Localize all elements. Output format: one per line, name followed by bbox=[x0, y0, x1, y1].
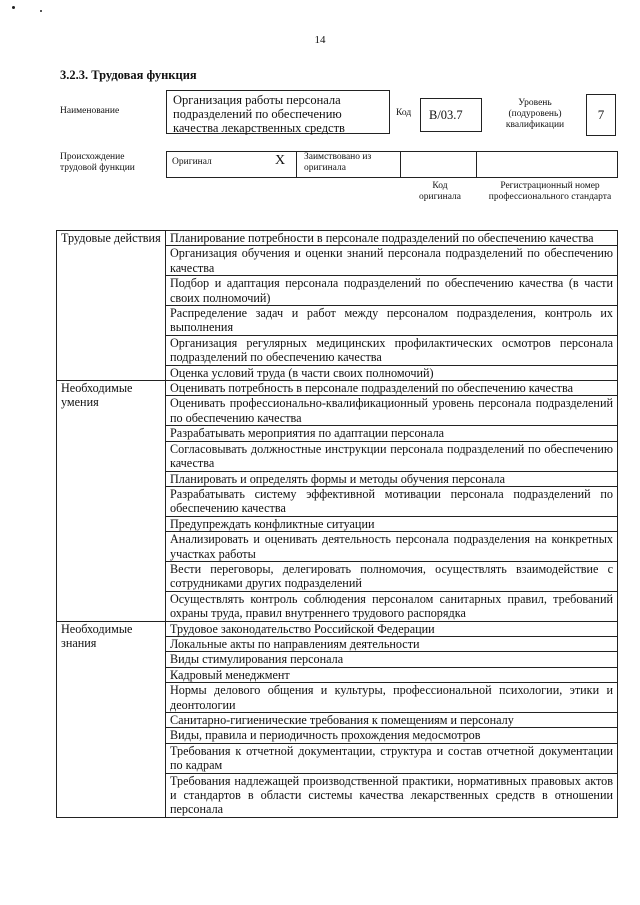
table-item-cell: Виды, правила и периодичность прохождения медосмотров bbox=[166, 728, 618, 743]
category-cell: Необходимые умения bbox=[57, 381, 166, 622]
table-item-cell: Локальные акты по направлениям деятельности bbox=[166, 636, 618, 651]
qualification-level-label: Уровень (подуровень) квалификации bbox=[505, 98, 565, 130]
table-item-cell: Вести переговоры, делегировать полномочия, осуществлять взаимодействие с сотрудниками других подразделений bbox=[166, 561, 618, 591]
code-label: Код bbox=[396, 108, 412, 118]
table-item-cell: Оценивать профессионально-квалификационный уровень персонала подразделений по обеспечению качества bbox=[166, 396, 618, 426]
table-item-cell: Организация обучения и оценки знаний персонала подразделений по обеспечению качества bbox=[166, 246, 618, 276]
table-item-cell: Требования к отчетной документации, структура и состав отчетной документации по кадрам bbox=[166, 743, 618, 773]
function-name-box: Организация работы персонала подразделений по обеспечению качества лекарственных средств bbox=[166, 90, 390, 134]
table-item-cell: Распределение задач и работ между персоналом подразделения, контроль их выполнения bbox=[166, 306, 618, 336]
original-label: Оригинал bbox=[172, 157, 212, 167]
origin-divider bbox=[166, 151, 167, 177]
table-item-cell: Виды стимулирования персонала bbox=[166, 652, 618, 667]
table-item-cell: Разрабатывать мероприятия по адаптации персонала bbox=[166, 426, 618, 441]
table-item-cell: Оценка условий труда (в части своих полномочий) bbox=[166, 365, 618, 380]
scan-speck bbox=[12, 6, 15, 9]
origin-divider bbox=[617, 151, 618, 177]
table-item-cell: Оценивать потребность в персонале подразделений по обеспечению качества bbox=[166, 381, 618, 396]
category-cell: Трудовые действия bbox=[57, 231, 166, 381]
scan-speck bbox=[40, 10, 42, 12]
qualification-level-box: 7 bbox=[586, 94, 616, 136]
table-row bbox=[57, 381, 618, 396]
code-value-box: В/03.7 bbox=[420, 98, 482, 132]
table-row bbox=[57, 231, 618, 246]
labor-function-table bbox=[56, 230, 618, 818]
table-item-cell: Анализировать и оценивать деятельность персонала подразделения на конкретных участках работы bbox=[166, 532, 618, 562]
table-row bbox=[57, 621, 618, 636]
table-item-cell: Осуществлять контроль соблюдения персоналом санитарных правил, требований охраны труда, правил внутреннего трудового распорядка bbox=[166, 591, 618, 621]
table-item-cell: Трудовое законодательство Российской Федерации bbox=[166, 621, 618, 636]
category-cell: Необходимые знания bbox=[57, 621, 166, 817]
table-item-cell: Предупреждать конфликтные ситуации bbox=[166, 516, 618, 531]
original-check-mark: Х bbox=[275, 153, 286, 168]
table-item-cell: Планирование потребности в персонале подразделений по обеспечению качества bbox=[166, 231, 618, 246]
origin-divider bbox=[400, 151, 401, 177]
origin-label: Происхождение трудовой функции bbox=[60, 152, 135, 173]
origin-divider bbox=[296, 151, 297, 177]
section-title: 3.2.3. Трудовая функция bbox=[60, 68, 197, 82]
table-item-cell: Подбор и адаптация персонала подразделений по обеспечению качества (в части своих полномочий) bbox=[166, 276, 618, 306]
table-item-cell: Нормы делового общения и культуры, профессиональной психологии, этики и деонтологии bbox=[166, 683, 618, 713]
borrowed-label: Заимствовано из оригинала bbox=[304, 152, 372, 173]
origin-divider bbox=[476, 151, 477, 177]
original-code-caption: Код оригинала bbox=[419, 181, 461, 202]
table-item-cell: Согласовывать должностные инструкции персонала подразделений по обеспечению качества bbox=[166, 441, 618, 471]
table-item-cell: Требования надлежащей производственной практики, нормативных правовых актов и стандартов в области системы качества лекарственных средств в отношении персонала bbox=[166, 773, 618, 817]
name-label: Наименование bbox=[60, 106, 120, 116]
origin-bottom-border bbox=[166, 177, 618, 178]
page-number: 14 bbox=[314, 34, 326, 46]
table-item-cell: Планировать и определять формы и методы обучения персонала bbox=[166, 471, 618, 486]
registration-number-caption: Регистрационный номер профессионального стандарта bbox=[488, 181, 612, 202]
table-item-cell: Разрабатывать систему эффективной мотивации персонала подразделений по обеспечению качества bbox=[166, 486, 618, 516]
table-item-cell: Кадровый менеджмент bbox=[166, 667, 618, 682]
table-item-cell: Санитарно-гигиенические требования к помещениям и персоналу bbox=[166, 713, 618, 728]
table-item-cell: Организация регулярных медицинских профилактических осмотров персонала подразделений по обеспечению качества bbox=[166, 335, 618, 365]
